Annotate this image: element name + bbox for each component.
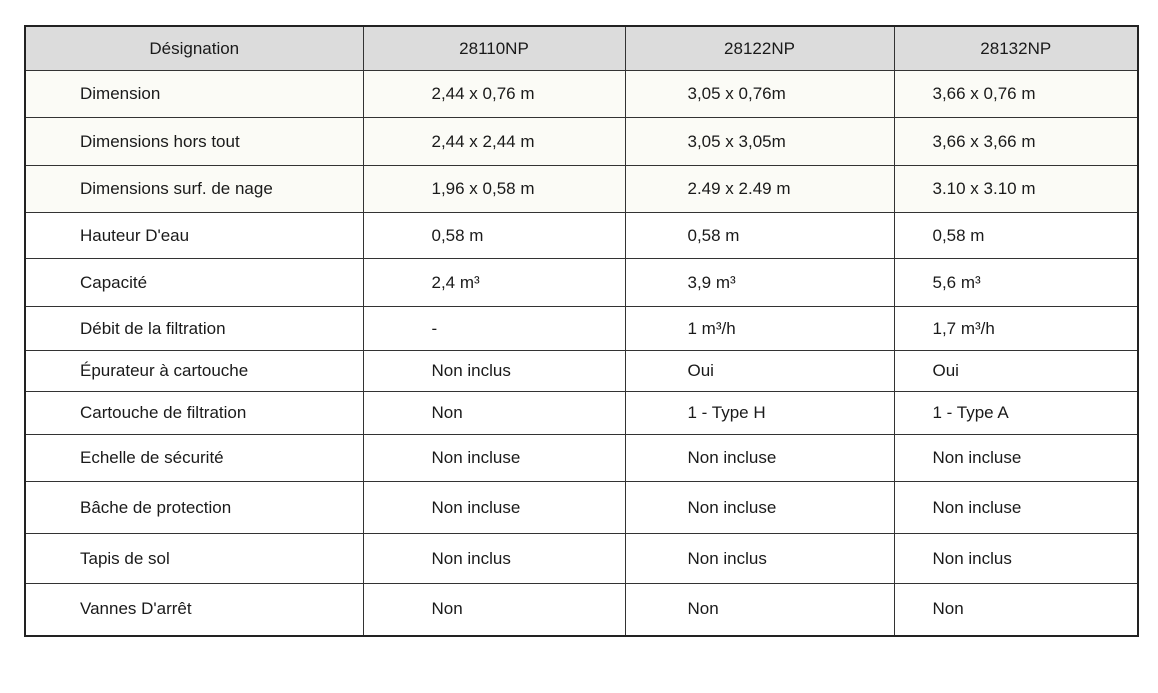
- row-value: Non: [363, 584, 625, 636]
- row-value: 1 - Type A: [894, 392, 1138, 435]
- row-value: 0,58 m: [625, 213, 894, 259]
- row-value: Non incluse: [894, 482, 1138, 534]
- row-value: 1 - Type H: [625, 392, 894, 435]
- table-row: [25, 584, 1138, 636]
- row-value: Non inclus: [363, 351, 625, 392]
- row-value: 3,66 x 0,76 m: [894, 71, 1138, 118]
- row-label: Echelle de sécurité: [25, 435, 363, 482]
- row-value: 1,7 m³/h: [894, 307, 1138, 351]
- row-label: Vannes D'arrêt: [25, 584, 363, 636]
- row-value: 3.10 x 3.10 m: [894, 166, 1138, 213]
- row-value: 3,05 x 3,05m: [625, 118, 894, 166]
- row-value: Non inclus: [363, 534, 625, 584]
- row-value: 2,44 x 0,76 m: [363, 71, 625, 118]
- row-value: Non incluse: [625, 482, 894, 534]
- row-value: 2,44 x 2,44 m: [363, 118, 625, 166]
- row-value: -: [363, 307, 625, 351]
- table-row: [25, 259, 1138, 307]
- table-row: [25, 307, 1138, 351]
- row-label: Cartouche de filtration: [25, 392, 363, 435]
- row-label: Hauteur D'eau: [25, 213, 363, 259]
- table-row: [25, 435, 1138, 482]
- row-value: Non: [625, 584, 894, 636]
- row-value: Non incluse: [894, 435, 1138, 482]
- row-value: 2.49 x 2.49 m: [625, 166, 894, 213]
- table-header-row: [25, 26, 1138, 71]
- header-model: 28110NP: [363, 26, 625, 71]
- table-row: [25, 213, 1138, 259]
- table-row: [25, 351, 1138, 392]
- row-value: Non incluse: [363, 435, 625, 482]
- row-value: 5,6 m³: [894, 259, 1138, 307]
- row-value: Non: [363, 392, 625, 435]
- row-value: 0,58 m: [894, 213, 1138, 259]
- header-model: 28132NP: [894, 26, 1138, 71]
- row-value: 1,96 x 0,58 m: [363, 166, 625, 213]
- row-label: Épurateur à cartouche: [25, 351, 363, 392]
- table-row: [25, 118, 1138, 166]
- row-value: Oui: [625, 351, 894, 392]
- row-label: Capacité: [25, 259, 363, 307]
- row-label: Débit de la filtration: [25, 307, 363, 351]
- row-value: 3,05 x 0,76m: [625, 71, 894, 118]
- header-model: 28122NP: [625, 26, 894, 71]
- row-value: 3,66 x 3,66 m: [894, 118, 1138, 166]
- row-label: Tapis de sol: [25, 534, 363, 584]
- row-value: Non: [894, 584, 1138, 636]
- table-row: [25, 534, 1138, 584]
- row-label: Dimensions hors tout: [25, 118, 363, 166]
- row-value: 0,58 m: [363, 213, 625, 259]
- row-value: 2,4 m³: [363, 259, 625, 307]
- row-value: 3,9 m³: [625, 259, 894, 307]
- row-value: Oui: [894, 351, 1138, 392]
- table-row: [25, 166, 1138, 213]
- spec-table: [24, 25, 1139, 637]
- header-designation: Désignation: [25, 26, 363, 71]
- row-label: Bâche de protection: [25, 482, 363, 534]
- row-value: Non incluse: [363, 482, 625, 534]
- row-value: 1 m³/h: [625, 307, 894, 351]
- row-value: Non inclus: [894, 534, 1138, 584]
- row-label: Dimensions surf. de nage: [25, 166, 363, 213]
- row-value: Non incluse: [625, 435, 894, 482]
- table-row: [25, 71, 1138, 118]
- row-value: Non inclus: [625, 534, 894, 584]
- table-row: [25, 392, 1138, 435]
- table-row: [25, 482, 1138, 534]
- row-label: Dimension: [25, 71, 363, 118]
